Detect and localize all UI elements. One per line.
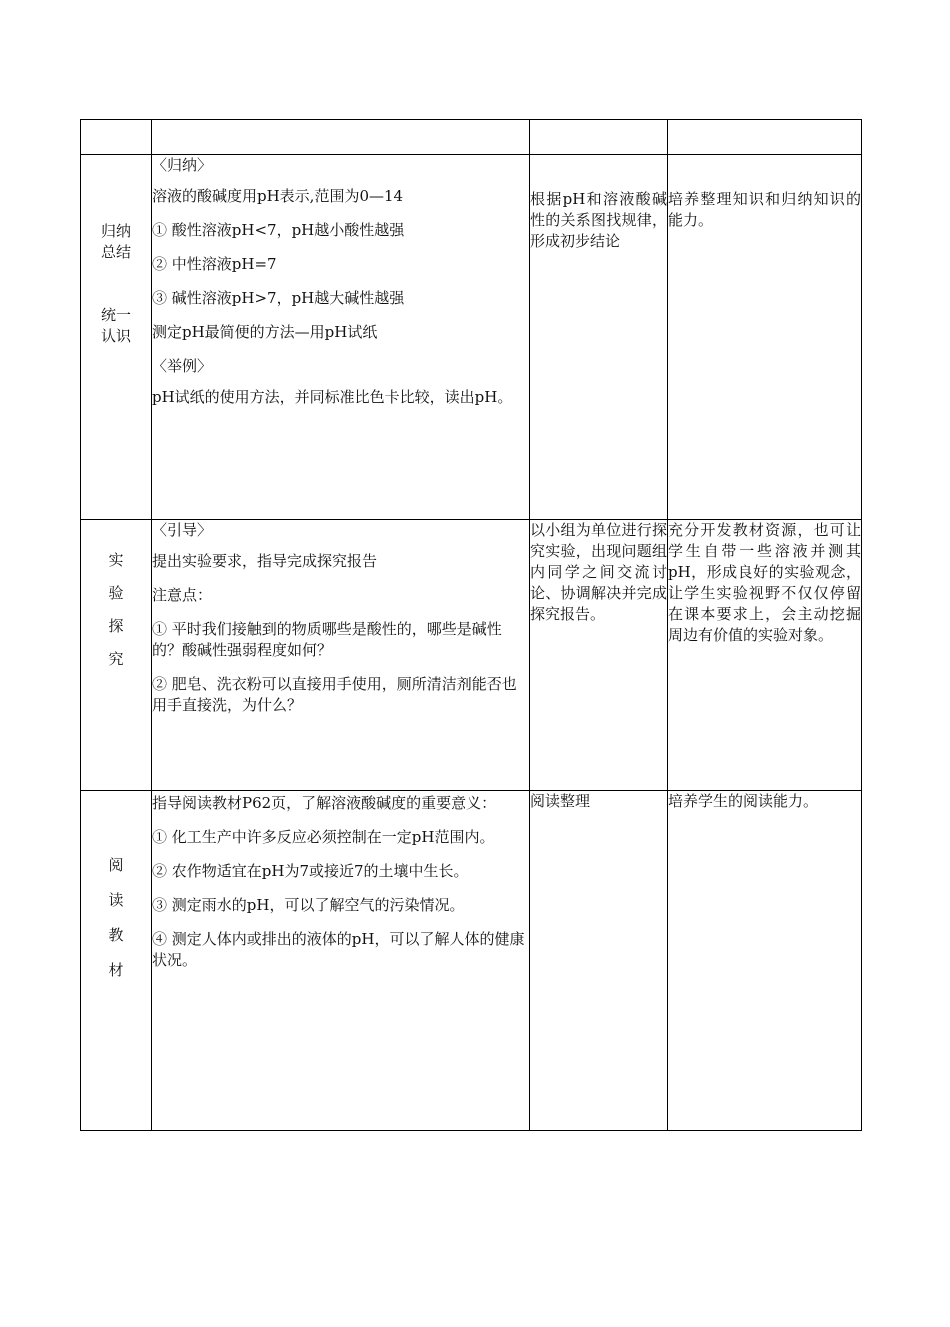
stage-label: 统一 xyxy=(100,306,131,324)
stage-label: 读 xyxy=(108,891,124,909)
content-line: ② 肥皂、洗衣粉可以直接用手使用，厕所清洁剂能否也用手直接洗，为什么？ xyxy=(152,675,517,714)
section-row-reading xyxy=(81,791,862,1131)
content-line: 〈举例〉 xyxy=(152,357,213,375)
content-line: 〈引导〉 xyxy=(152,521,213,539)
content-cell xyxy=(152,155,530,520)
student-activity-cell: 阅读整理 xyxy=(530,791,668,1131)
content-line: ③ 测定雨水的pH，可以了解空气的污染情况。 xyxy=(152,896,465,914)
design-purpose-cell: 培养整理知识和归纳知识的能力。 xyxy=(668,155,862,520)
content-line: ③ 碱性溶液pH>7，pH越大碱性越强 xyxy=(152,289,405,307)
stage-cell xyxy=(81,791,152,1131)
content-line: 溶液的酸碱度用pH表示,范围为0—14 xyxy=(152,187,404,205)
design-purpose-cell: 培养学生的阅读能力。 xyxy=(668,791,862,1131)
stage-label: 认识 xyxy=(100,327,131,345)
section-row-experiment xyxy=(81,520,862,791)
content-line: 注意点： xyxy=(152,586,213,604)
stage-label: 总结 xyxy=(100,243,131,261)
content-line: ④ 测定人体内或排出的液体的pH，可以了解人体的健康状况。 xyxy=(152,930,525,969)
student-activity-cell: 以小组为单位进行探究实验，出现问题组内同学之间交流讨论、协调解决并完成探究报告。 xyxy=(530,520,668,791)
stage-cell xyxy=(81,155,152,520)
stage-label: 实 xyxy=(108,551,124,569)
content-line: ② 农作物适宜在pH为7或接近7的土壤中生长。 xyxy=(152,862,469,880)
stage-label: 归纳 xyxy=(100,222,131,240)
stage-label: 究 xyxy=(108,650,124,668)
stage-label: 探 xyxy=(108,617,124,635)
content-line: 指导阅读教材P62页，了解溶液酸碱度的重要意义： xyxy=(152,794,497,812)
lesson-plan-table xyxy=(80,119,862,1131)
stage-label: 教 xyxy=(108,926,124,944)
content-line: ① 化工生产中许多反应必须控制在一定pH范围内。 xyxy=(152,828,495,846)
content-line: ① 平时我们接触到的物质哪些是酸性的，哪些是碱性的？酸碱性强弱程度如何？ xyxy=(152,620,502,659)
header-row xyxy=(81,120,862,155)
content-line: 〈归纳〉 xyxy=(152,156,213,174)
content-cell xyxy=(152,791,530,1131)
content-line: 提出实验要求，指导完成探究报告 xyxy=(152,552,378,570)
content-line: 测定pH最简便的方法—用pH试纸 xyxy=(152,323,378,341)
header-cell xyxy=(530,120,668,155)
header-cell xyxy=(152,120,530,155)
header-cell xyxy=(668,120,862,155)
stage-label: 阅 xyxy=(108,856,124,874)
stage-label: 验 xyxy=(108,584,124,602)
section-row-summary xyxy=(81,155,862,520)
content-line: pH试纸的使用方法，并同标准比色卡比较，读出pH。 xyxy=(152,388,513,406)
student-activity-cell: 根据pH和溶液酸碱性的关系图找规律，形成初步结论 xyxy=(530,155,668,520)
design-purpose-cell: 充分开发教材资源，也可让学生自带一些溶液并测其pH，形成良好的实验观念，让学生实验视野不仅仅停留在课本要求上，会主动挖掘周边有价值的实验对象。 xyxy=(668,520,862,791)
content-line: ② 中性溶液pH=7 xyxy=(152,255,277,273)
stage-cell xyxy=(81,520,152,791)
content-line: ① 酸性溶液pH<7，pH越小酸性越强 xyxy=(152,221,405,239)
content-cell xyxy=(152,520,530,791)
header-cell xyxy=(81,120,152,155)
stage-label: 材 xyxy=(108,961,124,979)
